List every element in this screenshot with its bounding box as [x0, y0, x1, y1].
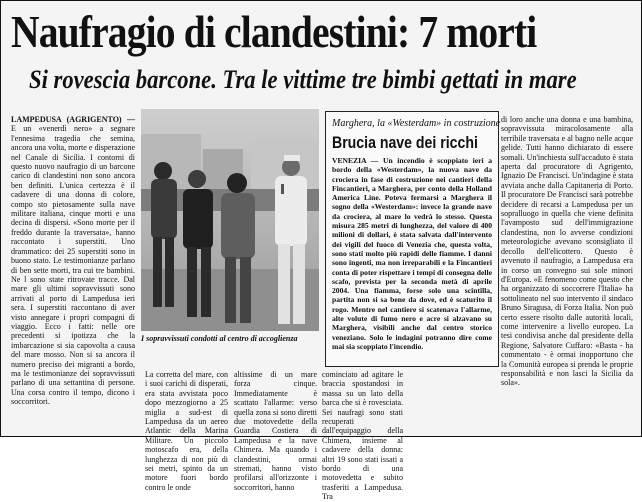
box-text: [332, 156, 492, 351]
bottom-column-2-text: altissime di un mare forza cinque. Immediatamente è scattato l'allarme: verso quella zona si sono diretti due motovedette della Guardia Costiera di Lampedusa e la nave Chimera. Ma quando i clandestini, ormai stremati, hanno visto profilarsi all'orizzonte i soccorritori, hanno: [234, 370, 317, 492]
rescued-migrants-photo-illustration: [141, 109, 319, 331]
subheadline: Si rovescia barcone. Tra le vittime tre bimbi gettati in mare: [29, 65, 577, 94]
bottom-column-1: [145, 370, 228, 492]
news-photo: [141, 109, 319, 331]
right-column-text: di loro anche una donna e una bambina, sopravvissuta miracolosamente alla terribile traversata e al bagno nelle acque gelide. Tutti hanno dichiarato di essere somali. Un'inchiesta sull'accaduto è stata aperta dal procuratore di Agrigento, Ignazio De Francisci. Un'indagine è stata avviata anche dalla Capitaneria di Porto. Il procuratore De Francisci sarà potrebbe decidere di recarsi a Lampedusa per un sopralluogo in quella che viene definita l'avamposto sud dell'immigrazione clandestina, non lo avverse condizioni meteorologiche avevano sconsigliato il decollo dell'elicottero. Questo è avvenuto il naufragio, a Lampedusa era in corso un convegno sui sole minori d'Europa. «E fenomeno come questo che ha organizzato di soccorrere l'Italia» ha sottolineato nel suo intervento il sindaco Bruno Siragusa, di Forza Italia. Non può certo essere risolto dalle autorità locali, come intervenire a livello europeo. La tesi condivisa anche dal presidente della Regione, Salvatore Cuffaro: «Basta - ha commentato - è ormai inopportuno che la Comunità europea si prenda le proprie responsabilità e non lasci la Sicilia da sola».: [501, 115, 633, 388]
dateline: LAMPEDUSA (AGRIGENTO) —: [11, 115, 135, 124]
boxed-article: [325, 111, 499, 367]
box-body: Un incendio è scoppiato ieri a bordo della «Westerdam», la nuova nave da crociera in fase di costruzione nei cantieri della Fincantieri, a Marghera, per conto della Holland America Line. Poteva fermarsi a Marghera il sogno della «Westerdam»: invece la grande nave da crociera, al mare lo vedrà lo stesso. Questa misura 285 metri di lunghezza, del valore di 400 milioni di dollari, è stata salvata dall'intervento dei vigili del fuoco di Venezia che, questa volta, sono stati molto più rapidi delle fiamme. I danni sono ingenti, ma non irreparabili e la Fincantieri conta di poter rispettare i tempi di consegna delle scafo, prevista per la seconda metà di aprile 2004. Una fiamma, forse solo una scintilla, partita non si sa bene da dove, ed è scaturito il rogo. Mentre nel cantiere si scatenava l'allarme, alte volute di fumo nero e acre si alzavano su Marghera, visibili anche dal centro storico veneziano. Solo le indagini potranno dire come mai sia scoppiato l'incendio.: [332, 156, 492, 351]
headline: Naufragio di clandestini: 7 morti: [11, 6, 537, 57]
photo-caption: I sopravvissuti condotti al centro di accoglienza: [141, 334, 298, 343]
bottom-column-2: [234, 370, 317, 492]
right-article-column: [501, 115, 633, 433]
box-kicker: Marghera, la «Westerdam» in costruzione: [332, 118, 501, 129]
bottom-column-3-text: cominciato ad agitare le braccia spostandosi in massa su un lato della barca che si è rovesciata. Sei naufragi sono stati recuperati dall'equipaggio della Chimera, insieme al cadavere della donna: altri 19 sono stati issati a bordo di una motovedetta e subito trasferiti a Lampedusa. Tra: [322, 370, 403, 502]
bottom-column-3: [322, 370, 403, 502]
bottom-column-1-text: La corretta del mare, con i suoi carichi di disperati, era stata avvistata poco dopo mezzogiorno a 25 miglia a sud-est di Lampedusa da un aereo Atlantic della Marina Militare. Un piccolo motoscafo era, della lunghezza di non più di sei metri, spinto da un motore fuori bordo contro le onde: [145, 370, 228, 492]
box-dateline: VENEZIA —: [332, 156, 379, 165]
box-title: Brucia nave dei ricchi: [332, 133, 478, 152]
left-column-text: E un «venerdì nero» a segnare l'ennesima tragedia che semina, ancora una volta, morte e disperazione nel Canale di Sicilia. I contorni di questo nuovo naufragio di un barcone carico di clandestini non sono ancora ben definiti. L'unica certezza è il cadavere di una donna di colore, compo sto pietosamente sulla nave militare italiana, cinque morti e una decina di dispersi. «Sono morte per il freddo durante la traversata», hanno raccontato i superstiti. Uno drammatico: dei 25 superstiti sono in buono stato. Le testimonianze parlano di ben sette morti, tra cui tre bambini. Ne l sono state ritrovate tracce. Dal mare gli ultimi sopravvissuti sono arrivati al porto di Lampedusa ieri sera. I superstiti raccontano di aver visto annegare i propri compagni di viaggio. Ecco i fatti: nelle ore precedenti si ipotizza che la imbarcazione si sia capovolta a causa del mare mosso. Non si sa ancora il numero preciso dei migranti a bordo, ma le testimonianze dei sopravvissuti parlano di una settantina di persone. Una corsa contro il tempo, dicono i soccorritori.: [11, 124, 135, 407]
left-article-column: [11, 115, 135, 433]
